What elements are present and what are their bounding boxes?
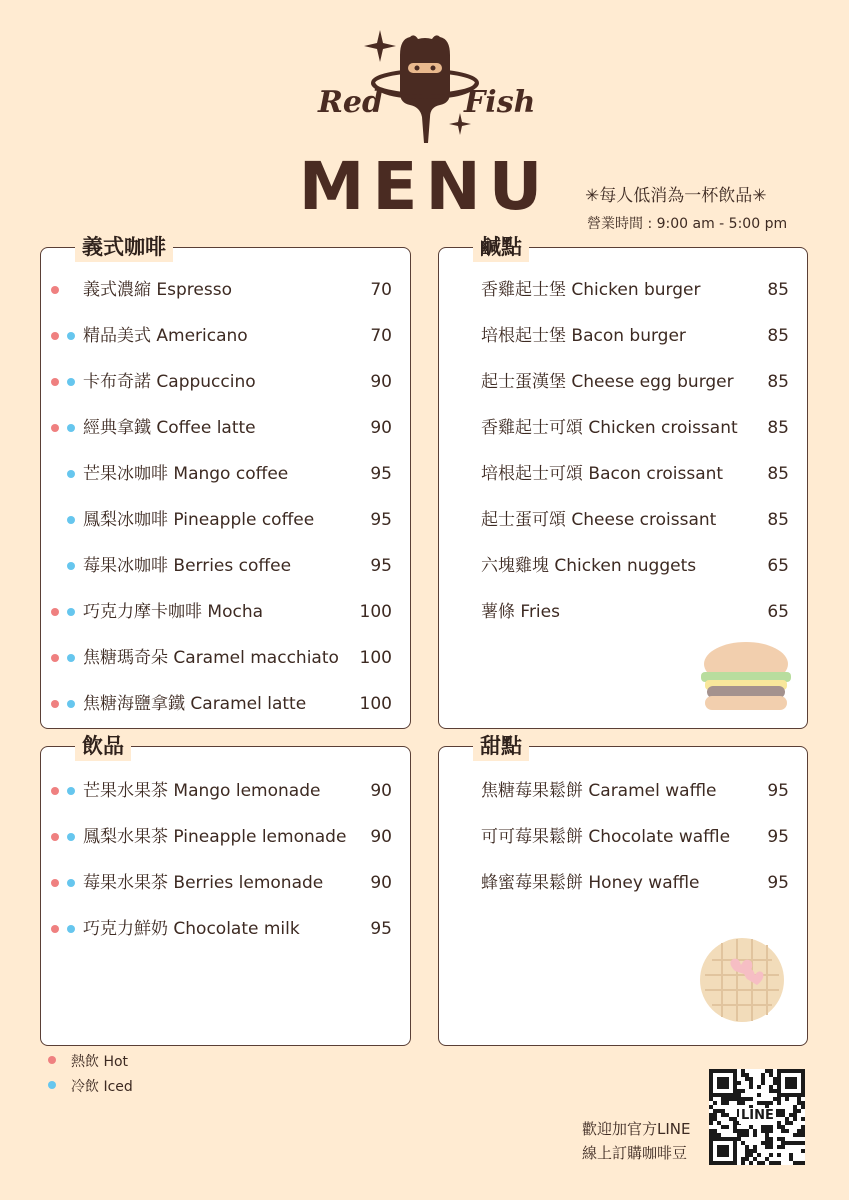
menu-item-price: 95 <box>370 556 392 576</box>
iced-dot-icon <box>67 516 75 524</box>
menu-item <box>439 600 807 624</box>
menu-item-name: 鳳梨冰咖啡 Pineapple coffee <box>83 510 315 530</box>
menu-item <box>439 416 807 440</box>
menu-item <box>41 825 410 849</box>
menu-item <box>41 324 410 348</box>
menu-item-price: 95 <box>767 873 789 893</box>
menu-item-name: 芒果冰咖啡 Mango coffee <box>83 464 289 484</box>
iced-dot-icon <box>67 654 75 662</box>
menu-item <box>439 370 807 394</box>
menu-item-price: 90 <box>370 873 392 893</box>
menu-item <box>439 779 807 803</box>
menu-item-name: 薯條 Fries <box>481 602 560 622</box>
menu-item-name: 精品美式 Americano <box>83 326 248 346</box>
menu-item-name: 卡布奇諾 Cappuccino <box>83 372 256 392</box>
menu-item-price: 100 <box>359 648 392 668</box>
line-cta-line1: 歡迎加官方LINE <box>582 1120 691 1138</box>
menu-item-price: 85 <box>767 372 789 392</box>
menu-item <box>439 554 807 578</box>
hot-dot-icon <box>48 1056 56 1064</box>
iced-dot-icon <box>67 700 75 708</box>
menu-item <box>439 825 807 849</box>
menu-item-price: 85 <box>767 418 789 438</box>
iced-dot-icon <box>67 424 75 432</box>
burger-icon <box>691 638 801 718</box>
menu-item-price: 65 <box>767 602 789 622</box>
menu-item <box>41 600 410 624</box>
menu-item-name: 巧克力摩卡咖啡 Mocha <box>83 602 264 622</box>
brand-name-right: Fish <box>464 85 536 120</box>
drinks-section <box>40 734 411 1046</box>
menu-item <box>41 416 410 440</box>
page-title: MENU <box>298 148 551 225</box>
hot-dot-icon <box>51 654 59 662</box>
menu-item-name: 可可莓果鬆餅 Chocolate waffle <box>481 827 731 847</box>
iced-dot-icon <box>67 332 75 340</box>
menu-item-name: 經典拿鐵 Coffee latte <box>83 418 256 438</box>
opening-hours: 營業時間 : 9:00 am - 5:00 pm <box>587 216 788 232</box>
iced-dot-icon <box>67 378 75 386</box>
menu-item-price: 95 <box>767 781 789 801</box>
hot-dot-icon <box>51 286 59 294</box>
menu-item-price: 70 <box>370 326 392 346</box>
line-cta-line2: 線上訂購咖啡豆 <box>582 1144 688 1162</box>
hot-dot-icon <box>51 700 59 708</box>
menu-item-price: 100 <box>359 602 392 622</box>
espresso-section <box>40 235 411 729</box>
menu-item <box>439 324 807 348</box>
menu-item <box>439 278 807 302</box>
savory-section <box>438 235 808 729</box>
menu-item-price: 90 <box>370 827 392 847</box>
menu-item-name: 焦糖瑪奇朵 Caramel macchiato <box>83 648 339 668</box>
hot-dot-icon <box>51 378 59 386</box>
menu-item-name: 蜂蜜莓果鬆餅 Honey waffle <box>481 873 700 893</box>
iced-dot-icon <box>67 787 75 795</box>
menu-item-name: 焦糖莓果鬆餅 Caramel waffle <box>481 781 717 801</box>
menu-item <box>41 554 410 578</box>
menu-item-price: 70 <box>370 280 392 300</box>
iced-dot-icon <box>67 470 75 478</box>
hot-dot-icon <box>51 879 59 887</box>
menu-item-price: 85 <box>767 464 789 484</box>
savory-section-title: 鹹點 <box>473 232 529 262</box>
menu-item-name: 巧克力鮮奶 Chocolate milk <box>83 919 300 939</box>
menu-item <box>41 692 410 716</box>
hot-dot-icon <box>51 833 59 841</box>
iced-dot-icon <box>67 833 75 841</box>
iced-dot-icon <box>67 879 75 887</box>
hot-dot-icon <box>51 424 59 432</box>
menu-item-price: 95 <box>767 827 789 847</box>
desserts-section-title: 甜點 <box>473 731 529 761</box>
menu-item-price: 85 <box>767 280 789 300</box>
menu-item-name: 香雞起士可頌 Chicken croissant <box>481 418 738 438</box>
legend-hot-label: 熱飲 Hot <box>71 1054 129 1070</box>
menu-item <box>41 508 410 532</box>
menu-item-name: 培根起士可頌 Bacon croissant <box>481 464 724 484</box>
menu-item-name: 義式濃縮 Espresso <box>83 280 232 300</box>
menu-item <box>41 278 410 302</box>
menu-item <box>439 462 807 486</box>
menu-item-name: 起士蛋漢堡 Cheese egg burger <box>481 372 734 392</box>
menu-item-price: 90 <box>370 372 392 392</box>
hot-dot-icon <box>51 925 59 933</box>
waffle-icon <box>697 935 787 1025</box>
menu-item-price: 90 <box>370 781 392 801</box>
qr-line-label: LINE <box>741 1108 774 1123</box>
menu-item-name: 培根起士堡 Bacon burger <box>481 326 686 346</box>
menu-item-name: 芒果水果茶 Mango lemonade <box>83 781 321 801</box>
iced-dot-icon <box>67 925 75 933</box>
menu-item-name: 焦糖海鹽拿鐵 Caramel latte <box>83 694 307 714</box>
menu-item <box>41 871 410 895</box>
menu-item-price: 95 <box>370 510 392 530</box>
brand-name-left: Red <box>318 85 383 120</box>
iced-dot-icon <box>48 1081 56 1089</box>
drinks-section-title: 飲品 <box>75 731 131 761</box>
hot-dot-icon <box>51 608 59 616</box>
minimum-spend-note: ✳每人低消為一杯飲品✳ <box>585 186 767 206</box>
menu-item-name: 莓果水果茶 Berries lemonade <box>83 873 324 893</box>
menu-item <box>439 871 807 895</box>
menu-item-price: 95 <box>370 464 392 484</box>
menu-item <box>41 462 410 486</box>
menu-item <box>41 370 410 394</box>
menu-item <box>41 917 410 941</box>
espresso-section-title: 義式咖啡 <box>75 232 173 262</box>
line-cta <box>582 1117 690 1165</box>
menu-item-price: 85 <box>767 510 789 530</box>
iced-dot-icon <box>67 562 75 570</box>
menu-item-name: 香雞起士堡 Chicken burger <box>481 280 701 300</box>
iced-dot-icon <box>67 608 75 616</box>
menu-item-price: 65 <box>767 556 789 576</box>
menu-item-name: 起士蛋可頌 Cheese croissant <box>481 510 717 530</box>
menu-item-price: 100 <box>359 694 392 714</box>
menu-item-name: 六塊雞塊 Chicken nuggets <box>481 556 697 576</box>
menu-item-price: 85 <box>767 326 789 346</box>
menu-item-price: 90 <box>370 418 392 438</box>
menu-item-name: 鳳梨水果茶 Pineapple lemonade <box>83 827 347 847</box>
menu-item <box>41 646 410 670</box>
menu-item-name: 莓果冰咖啡 Berries coffee <box>83 556 292 576</box>
menu-item-price: 95 <box>370 919 392 939</box>
hot-dot-icon <box>51 787 59 795</box>
legend-iced-label: 冷飲 Iced <box>71 1079 133 1095</box>
desserts-section <box>438 734 808 1046</box>
menu-item <box>439 508 807 532</box>
hot-dot-icon <box>51 332 59 340</box>
menu-item <box>41 779 410 803</box>
